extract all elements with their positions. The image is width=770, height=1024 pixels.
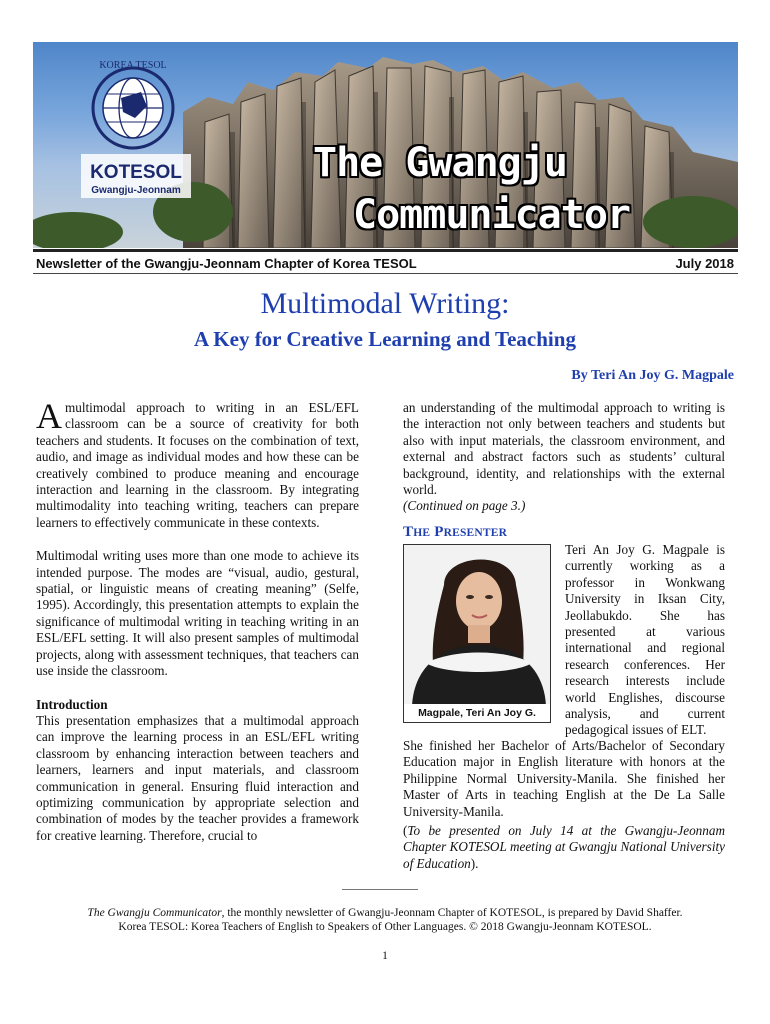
presentation-note: (To be presented on July 14 at the Gwangju-Jeonnam Chapter KOTESOL meeting at Gwangju National University of Education). [403,823,725,871]
footer-line-1: The Gwangju Communicator, the monthly newsletter of Gwangju-Jeonnam Chapter of KOTESOL, is prepared by David Shaffer. [87,907,683,919]
newsletter-line: Newsletter of the Gwangju-Jeonnam Chapter of Korea TESOL [36,256,417,271]
introduction-heading: Introduction [36,696,108,712]
masthead-banner [33,42,738,248]
banner-title-line1: The Gwangju [313,140,567,186]
drop-cap: A [36,396,62,436]
kotesol-logo [81,52,205,236]
introduction-text: This presentation emphasizes that a multimodal approach can improve the learning process in an ESL/EFL writing classroom by enhancing interaction between teachers and learners, learners and input materials, and classroom communication in general. Ensuring fluid interaction and optimizing communication by appropriate selection and combination of modes by the teacher provides a framework for creative learning. Therefore, crucial to [36,712,359,843]
continuation-text: an understanding of the multimodal approach to writing is the interaction not only between teachers and students but also with input materials, the classroom environment, and external and abstract factors such as students’ cultural background, identity, and relationships with the external world. [403,400,725,498]
paragraph-2: Multimodal writing uses more than one mode to achieve its intended purpose. The modes are “visual, audio, gestural, spatial, or linguistic means of creating meaning” (Selfe, 1995). Accordingly, this presentation attempts to explain the significance of multimodal writing in teaching writing in an ESL/EFL setting. It will also present samples of multimodal projects, along with assessment techniques, that teachers can use inside the classroom. [36,548,359,679]
article-title: Multimodal Writing: [260,287,510,320]
paragraph-1-text: multimodal approach to writing in an ESL/EFL classroom can be a source of creativity for both teachers and students. It focuses on the combination of text, audio, and image as individual modes and how these can be creatively combined to produce meaning and encourage interaction and learning in the classroom. By integrating multimodality into teaching writing, teachers can prepare learners to effectively communicate in these contexts. [36,400,359,530]
article-byline: By Teri An Joy G. Magpale [571,368,734,383]
continued-note: (Continued on page 3.) [403,498,526,514]
photo-caption: Magpale, Teri An Joy G. [404,704,550,722]
paragraph-1 [36,396,359,531]
footer [0,906,770,934]
right-column-continuation [403,400,725,515]
article-subtitle: A Key for Creative Learning and Teaching [194,327,576,351]
presentation-note-text: To be presented on July 14 at the Gwangju-Jeonnam Chapter KOTESOL meeting at Gwangju National University of Education [403,823,725,871]
issue-date [675,256,734,271]
left-column [36,396,359,844]
banner-title-line2: Communicator [353,192,630,238]
subhead-rule [33,273,738,274]
presenter-bio-education: She finished her Bachelor of Arts/Bachelor of Secondary Education major in English literature with honors at the Philippine Normal University-Manila. She finished her Master of Arts in teaching English at the De La Salle University-Manila. [403,738,725,819]
footer-line-2: Korea TESOL: Korea Teachers of English to Speakers of Other Languages. © 2018 Gwangju-Jeonnam KOTESOL. [118,921,652,933]
presenter-bio-side: Teri An Joy G. Magpale is currently working as a professor in Wonkwang University in Iksan City, Jeollabukdo. She has presented at various international and regional research conferences. Her research interests include world Englishes, discourse analysis, and current pedagogical issues of ELT. [565,542,725,738]
newsletter-subhead [36,256,734,271]
logo-ring-text: KOREA TESOL [99,60,167,71]
issue-year: 2018 [705,256,734,271]
issue-month: July [675,256,702,271]
footer-publication-name: The Gwangju Communicator [87,907,222,919]
logo-name: KOTESOL [90,162,182,183]
portrait-image [404,545,551,706]
presenter-photo [403,544,551,723]
presenter-heading: THE PRESENTER [403,524,508,540]
logo-chapter: Gwangju-Jeonnam [91,185,181,196]
banner-rule [33,249,738,252]
footer-rule [342,889,418,890]
page-number: 1 [382,950,388,962]
